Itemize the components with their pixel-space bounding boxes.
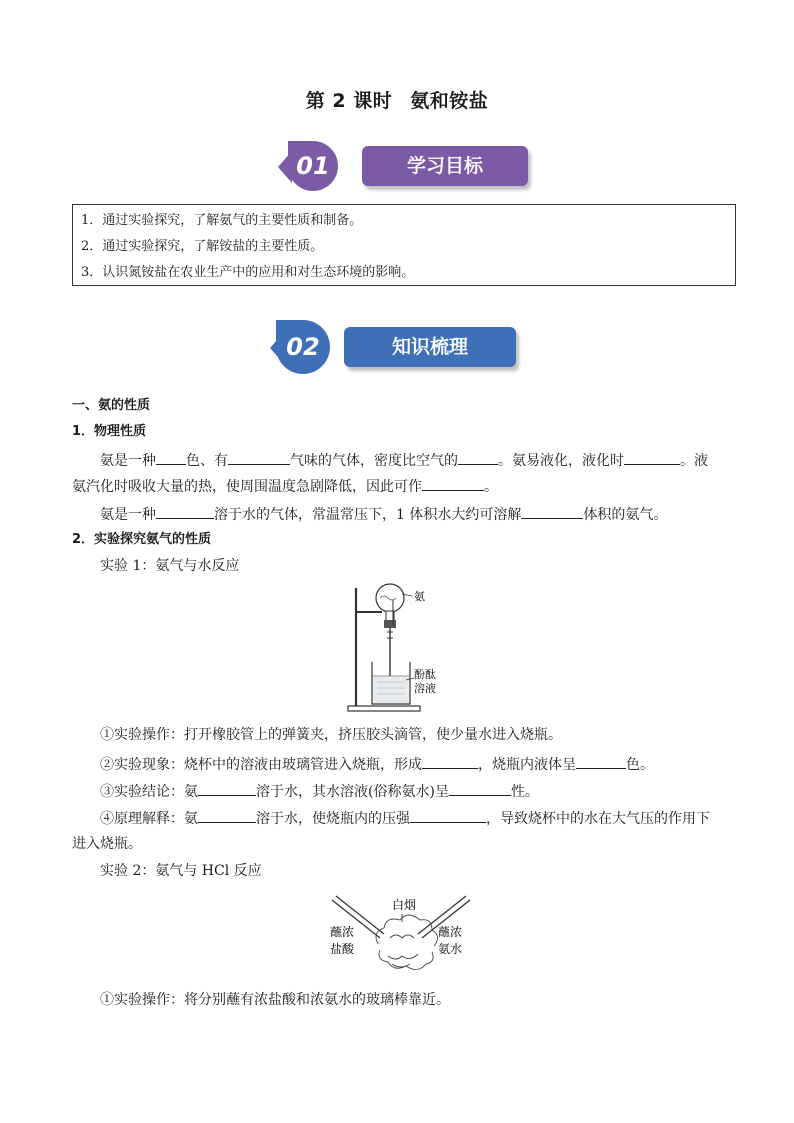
fill-blank[interactable] [449, 780, 511, 796]
learning-goals-box [72, 204, 736, 286]
fill-blank[interactable] [228, 449, 290, 465]
banner-number-badge: 01 [288, 141, 338, 191]
label-hcl: 盐酸 [330, 942, 355, 956]
solution [373, 676, 409, 703]
lesson-topic: 氨和铵盐 [410, 90, 489, 112]
stand-base [348, 706, 420, 711]
fountain-experiment-figure [340, 582, 460, 714]
fill-blank[interactable] [198, 807, 256, 823]
smoke-cloud [376, 915, 438, 970]
experiment-title: 实验 2：氨气与 HCl 反应 [100, 863, 262, 879]
exp1-explanation: ④原理解释：氨 溶于水，使烧瓶内的压强 ，导致烧杯中的水在大气压的作用下 [100, 807, 710, 829]
exp1-explanation-cont: 进入烧瓶。 [72, 836, 142, 852]
label-ammonia: 氨 [414, 590, 425, 603]
white-smoke-figure [326, 892, 476, 982]
label-white-smoke: 白烟 [392, 898, 417, 912]
fill-blank[interactable] [410, 807, 486, 823]
rubber-stopper [384, 620, 396, 628]
banner-label: 知识梳理 [344, 327, 516, 367]
label-solution: 溶液 [414, 682, 436, 695]
goal-item: 1．通过实验探究，了解氨气的主要性质和制备。 [81, 213, 363, 228]
page-title [0, 86, 794, 113]
label-phenolphthalein: 酚酞 [414, 668, 436, 681]
fill-blank[interactable] [576, 753, 626, 769]
goal-item: 3．认识氮铵盐在农业生产中的应用和对生态环境的影响。 [81, 265, 415, 280]
label-ammonia-water: 氨水 [438, 942, 463, 956]
label-dip-right: 蘸浓 [438, 925, 463, 939]
subsection-heading: 2．实验探究氨气的性质 [72, 532, 212, 547]
label-dip-left: 蘸浓 [330, 925, 355, 939]
paragraph-solubility: 氨是一种 溶于水的气体，常温常压下，1 体积水大约可溶解 体积的氨气。 [100, 503, 667, 525]
paragraph-physical-line1: 氨是一种 色、有 气味的气体，密度比空气的 。氨易液化，液化时 。液 [100, 449, 708, 471]
paragraph-physical-line2: 氨汽化时吸收大量的热，使周围温度急剧降低，因此可作 。 [72, 475, 498, 497]
section-heading: 一、氨的性质 [72, 398, 151, 413]
exp1-conclusion: ③实验结论：氨 溶于水，其水溶液(俗称氨水)呈 性。 [100, 780, 539, 802]
exp2-operation: ①实验操作：将分别蘸有浓盐酸和浓氨水的玻璃棒靠近。 [100, 992, 450, 1008]
fill-blank[interactable] [521, 503, 583, 519]
lesson-number: 第 2 课时 [305, 90, 393, 112]
fill-blank[interactable] [458, 449, 498, 465]
experiment-title: 实验 1：氨气与水反应 [100, 558, 240, 574]
fill-blank[interactable] [422, 475, 484, 491]
fill-blank[interactable] [156, 503, 214, 519]
goal-item: 2．通过实验探究，了解铵盐的主要性质。 [81, 239, 324, 254]
subsection-heading: 1．物理性质 [72, 424, 147, 439]
exp1-operation: ①实验操作：打开橡胶管上的弹簧夹，挤压胶头滴管，使少量水进入烧瓶。 [100, 727, 562, 743]
banner-label: 学习目标 [362, 146, 528, 186]
exp1-phenomenon: ②实验现象：烧杯中的溶液由玻璃管进入烧瓶，形成 ，烧瓶内液体呈 色。 [100, 753, 654, 775]
banner-number-badge: 02 [276, 320, 330, 374]
fill-blank[interactable] [156, 449, 186, 465]
section-banner-goals [288, 141, 528, 193]
fill-blank[interactable] [422, 753, 478, 769]
fill-blank[interactable] [198, 780, 256, 796]
section-banner-knowledge [280, 322, 520, 374]
fill-blank[interactable] [624, 449, 680, 465]
